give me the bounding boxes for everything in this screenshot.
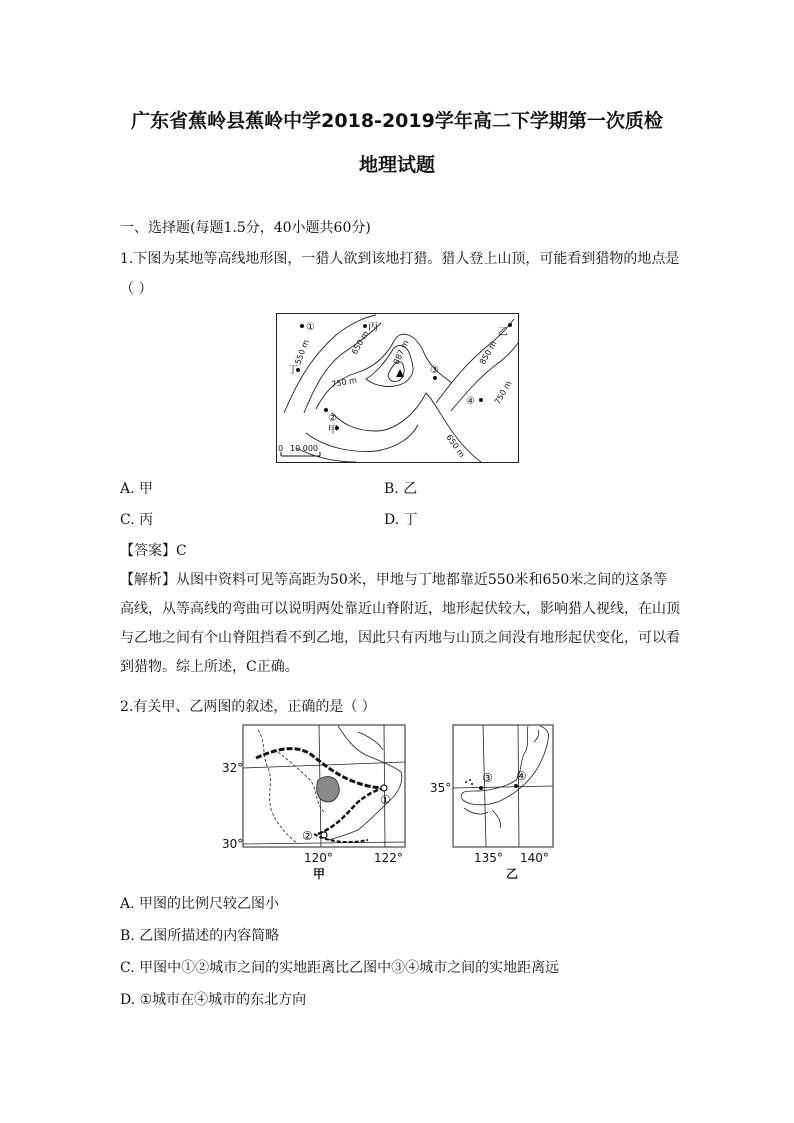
map-jia bbox=[218, 722, 414, 882]
contour-map bbox=[276, 313, 519, 463]
q1-option-a: A. 甲 bbox=[120, 481, 154, 497]
q2-option-d: D. ①城市在④城市的东北方向 bbox=[120, 992, 307, 1008]
page-title-line1: 广东省蕉岭县蕉岭中学2018-2019学年高二下学期第一次质检 bbox=[131, 110, 663, 132]
yi-lon-140: 140° bbox=[520, 851, 549, 865]
jia-marker-1: ① bbox=[380, 793, 391, 807]
label-bing: 丙 bbox=[368, 322, 378, 333]
taihu-lake bbox=[317, 777, 340, 802]
label-point-1: ① bbox=[306, 322, 315, 333]
label-contour-850: 850 m bbox=[477, 339, 499, 366]
page-title-line2: 地理试题 bbox=[358, 154, 435, 176]
label-scale: 10 000 bbox=[290, 444, 318, 453]
label-point-2: ② bbox=[328, 413, 337, 424]
jia-lat-30: 30° bbox=[222, 837, 244, 851]
label-yi: 乙 bbox=[498, 327, 508, 338]
q1-analysis: 【解析】从图中资料可见等高距为50米，甲地与丁地都靠近550米和650米之间的这条等高线，从等高线的弯曲可以说明两处靠近山脊附近，地形起伏较大，影响猎人视线，在山顶与乙地之间有个山脊阻挡看不到乙地，因此只有丙地与山顶之间没有地形起伏变化，可以看到猎物。综上所述，C正确。 bbox=[120, 572, 680, 675]
label-contour-650a: 650 m bbox=[349, 329, 371, 356]
label-ding: 丁 bbox=[288, 365, 298, 376]
yi-lat-35: 35° bbox=[430, 781, 452, 795]
section-heading: 一、选择题(每题1.5分，40小题共60分) bbox=[120, 220, 371, 236]
q1-stem-line2: （ ） bbox=[120, 281, 153, 297]
q2-stem: 2.有关甲、乙两图的叙述，正确的是（ ） bbox=[120, 699, 376, 715]
label-jia: 甲 bbox=[328, 425, 338, 436]
label-contour-750b: 750 m bbox=[492, 379, 514, 406]
yi-marker-3: ③ bbox=[482, 771, 493, 785]
jia-lon-122: 122° bbox=[374, 851, 403, 865]
map-yi bbox=[428, 722, 558, 882]
q2-option-c: C. 甲图中①②城市之间的实地距离比乙图中③④城市之间的实地距离远 bbox=[120, 960, 560, 976]
label-point-4: ④ bbox=[466, 396, 475, 407]
jia-lon-120: 120° bbox=[304, 851, 333, 865]
yi-caption: 乙 bbox=[506, 867, 519, 881]
label-contour-550: 550 m bbox=[293, 338, 311, 366]
yi-marker-4: ④ bbox=[516, 769, 527, 783]
label-contour-650b: 650 m bbox=[444, 432, 467, 460]
q1-option-d: D. 丁 bbox=[384, 512, 418, 528]
label-contour-887: 887 m bbox=[391, 338, 411, 366]
q1-option-b: B. 乙 bbox=[384, 481, 418, 497]
q2-option-b: B. 乙图所描述的内容简略 bbox=[120, 928, 280, 944]
q1-stem-line1: 1.下图为某地等高线地形图，一猎人欲到该地打猎。猎人登上山顶，可能看到猎物的地点是 bbox=[120, 251, 680, 267]
label-contour-750a: 750 m bbox=[330, 375, 358, 389]
label-point-3: ③ bbox=[430, 365, 439, 376]
yi-lon-135: 135° bbox=[474, 851, 503, 865]
jia-caption: 甲 bbox=[313, 867, 326, 881]
jia-lat-32: 32° bbox=[222, 761, 244, 775]
q1-answer: 【答案】C bbox=[120, 543, 187, 559]
q2-option-a: A. 甲图的比例尺较乙图小 bbox=[120, 896, 280, 912]
q1-option-c: C. 丙 bbox=[120, 512, 154, 528]
jia-marker-2: ② bbox=[302, 829, 313, 843]
label-scale-0: 0 bbox=[278, 444, 284, 453]
